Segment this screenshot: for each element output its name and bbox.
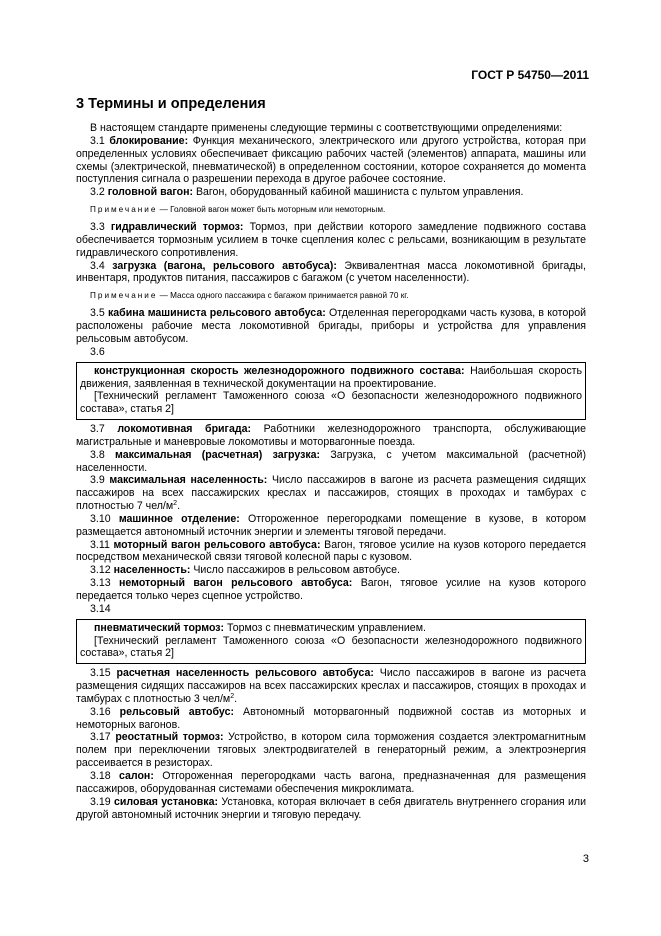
document-body [76, 122, 586, 821]
document-code: ГОСТ Р 54750—2011 [471, 68, 589, 82]
term-3-4: 3.4 загрузка (вагона, рельсового автобуса): Эквивалентная масса локомотивной бригады, инвентаря, продуктов питания, пассажиров с багажом (с учетом населенности). [76, 259, 586, 285]
term-3-2: 3.2 головной вагон: Вагон, оборудованный кабиной машиниста с пультом управления. [90, 186, 524, 199]
note: Примечание — Масса одного пассажира с багажом принимается равной 70 кг. [90, 291, 409, 301]
note: Примечание — Головной вагон может быть моторным или немоторным. [90, 205, 386, 215]
term-3-3: 3.3 гидравлический тормоз: Тормоз, при действии которого замедление подвижного состава обеспечивается тормозным усилием в точке сцепления колес с рельсами, возникающим в результате гидравлического сопротивления. [76, 221, 586, 259]
term-3-9: 3.9 максимальная населенность: Число пассажиров в вагоне из расчета размещения сидящих пассажиров на всех пассажирских креслах и пассажиров, стоящих в проходах и тамбурах с плотностью 7 чел/$м^2$. [76, 474, 586, 513]
term-3-6: конструкционная скорость железнодорожного подвижного состава: Наибольшая скорость движения, заявленная в технической документации на проектирование. [80, 364, 583, 390]
term-3-7: 3.7 локомотивная бригада: Работники железнодорожного транспорта, обслуживающие магистральные и маневровые локомотивы и моторвагонные поезда. [76, 423, 586, 448]
intro-paragraph: В настоящем стандарте применены следующие термины с соответствующими определениями: [90, 122, 563, 134]
term-3-14-box [76, 619, 586, 665]
term-3-14-reference: [Технический регламент Таможенного союза «О безопасности железнодорожного подвижного состава», статья 2] [80, 634, 582, 660]
section-title: 3 Термины и определения [76, 96, 266, 112]
term-3-14: пневматический тормоз: Тормоз с пневматическим управлением. [94, 621, 426, 634]
term-3-19: 3.19 силовая установка: Установка, которая включает в себя двигатель внутреннего сгорания или другой автономный источник энергии и тяговую передачу. [76, 795, 587, 821]
term-3-8: 3.8 максимальная (расчетная) загрузка: Загрузка, с учетом максимальной (расчетной) населенности. [76, 448, 586, 474]
term-3-6-box [76, 362, 586, 420]
term-3-17: 3.17 реостатный тормоз: Устройство, в котором сила торможения создается электромагнитным полем при переключении тяговых электродвигателей в генераторный режим, а электроэнергия рассеивается в резисторах. [76, 731, 586, 770]
term-3-13: 3.13 немоторный вагон рельсового автобуса: Вагон, тяговое усилие на кузов которого передается только через сцепное устройство. [76, 577, 586, 602]
page-number: 3 [582, 853, 589, 865]
term-3-5: 3.5 кабина машиниста рельсового автобуса: Отделенная перегородками часть кузова, в которой расположены рабочие места локомотивной бригады, приборы и устройства для управления рельсовым автобусом. [76, 307, 586, 345]
term-3-6-reference: [Технический регламент Таможенного союза «О безопасности железнодорожного подвижного состава», статья 2] [80, 390, 582, 416]
term-3-11: 3.11 моторный вагон рельсового автобуса: Вагон, тяговое усилие на кузов которого передается посредством механической связи тяговой колесной пары с кузовом. [76, 538, 586, 564]
term-3-16: 3.16 рельсовый автобус: Автономный моторвагонный подвижной состав из моторных и немоторных вагонов. [76, 705, 586, 731]
term-3-6-number: 3.6 [90, 345, 105, 358]
term-3-12: 3.12 населенность: Число пассажиров в рельсовом автобусе. [90, 564, 400, 577]
term-3-10: 3.10 машинное отделение: Отгороженное перегородками помещение в кузове, в котором размещается автономный источник энергии и элементы тяговой передачи. [76, 512, 586, 538]
term-3-18: 3.18 салон: Отгороженная перегородками часть вагона, предназначенная для размещения пассажиров, оборудованная системами обеспечения микроклимата. [76, 769, 586, 795]
term-3-15: 3.15 расчетная населенность рельсового автобуса: Число пассажиров в вагоне из расчета размещения сидящих пассажиров на всех пассажирских креслах и пассажиров, стоящих в проходах и тамбурах с плотностью 3 чел/$м^2$. [76, 667, 586, 705]
term-3-1: 3.1 блокирование: Функция механического, электрического или другого устройства, которая при определенных условиях обеспечивает фиксацию рабочих частей (элементов) аппарата, машины или схемы (электрической, пневматической) в определенном состоянии, которое сохраняется до момента поступления сигнала о разрешении перехода в другое рабочее состояние. [76, 134, 587, 186]
term-3-14-number: 3.14 [90, 602, 111, 615]
